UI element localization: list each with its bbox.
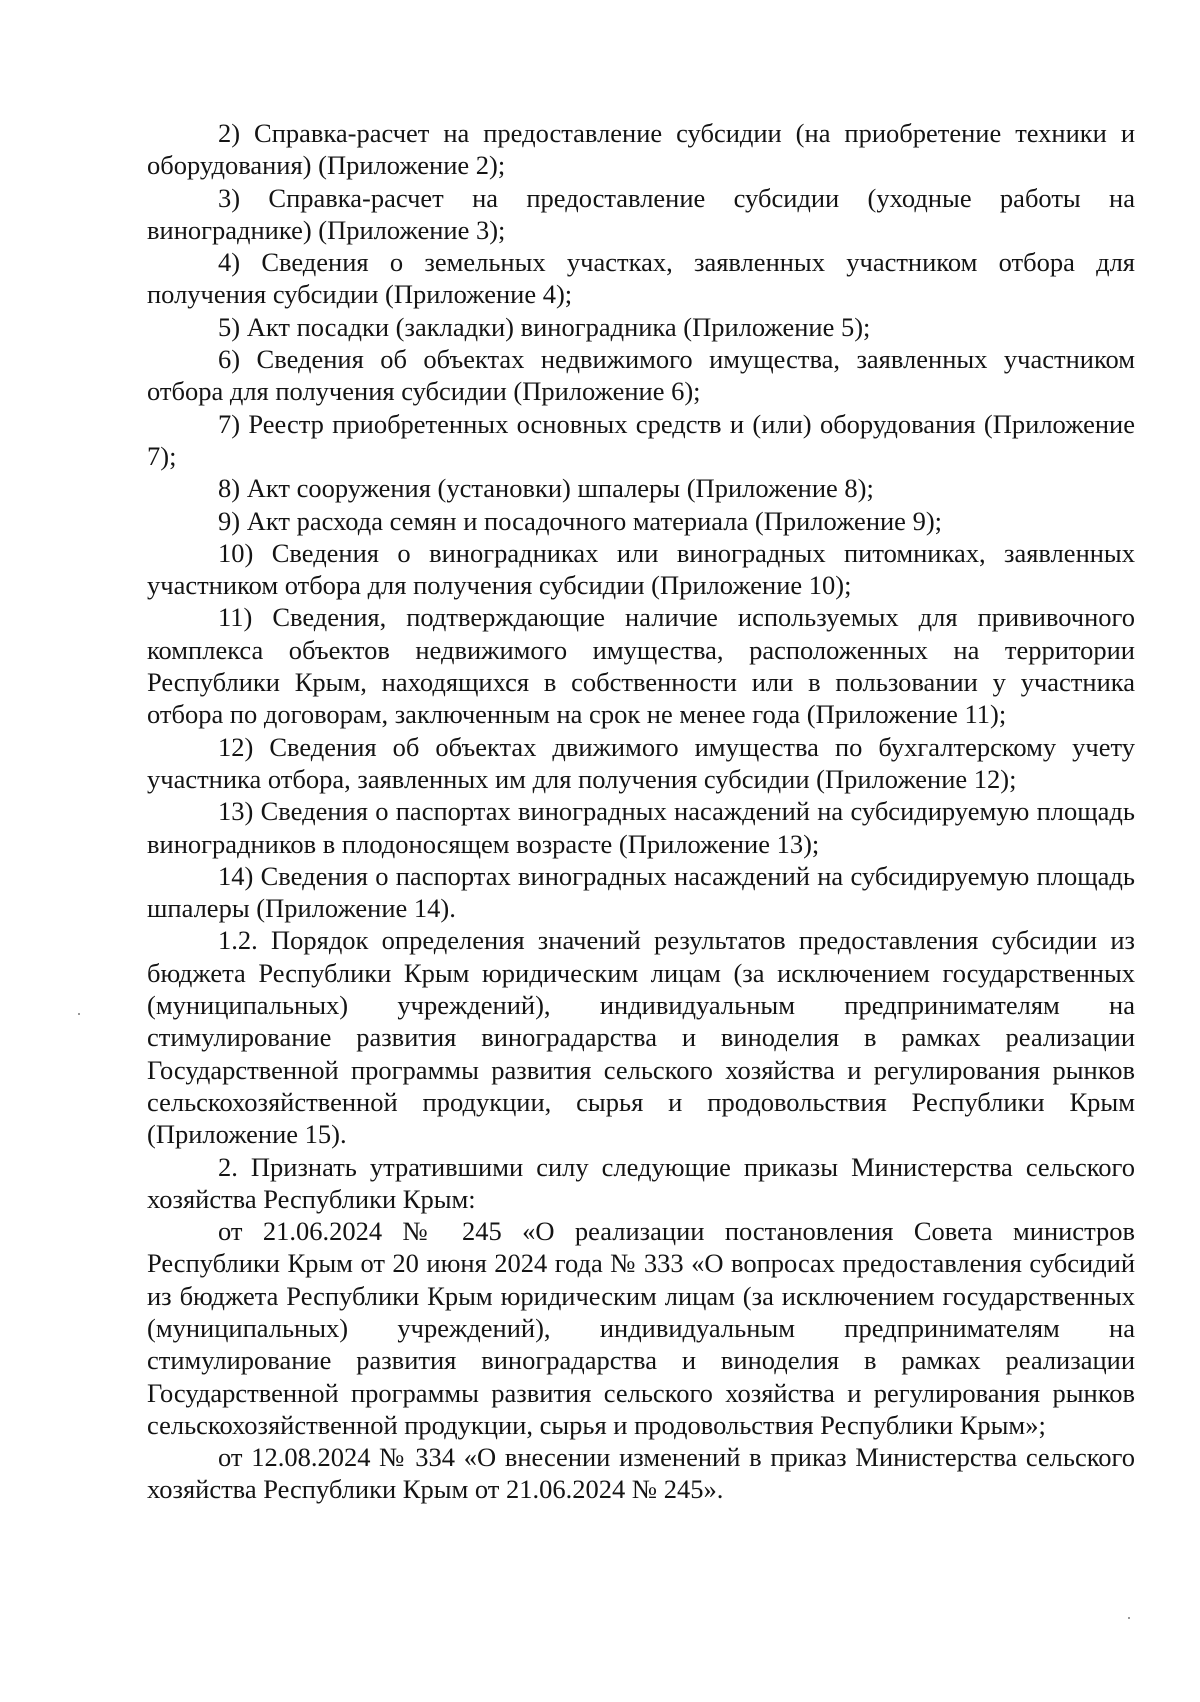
clause-2: 2. Признать утратившими силу следующие приказы Министерства сельского хозяйства Республики Крым: — [147, 1151, 1135, 1214]
list-item-2: 2) Справка-расчет на предоставление субсидии (на приобретение техники и оборудования) (Приложение 2); — [147, 118, 1135, 181]
document-body — [147, 117, 1135, 1506]
list-item-11: 11) Сведения, подтверждающие наличие используемых для прививочного комплекса объектов недвижимого имущества, расположенных на территории Республики Крым, находящихся в собственности или в пользовании у участника отбора по договорам, заключенным на срок не менее года (Приложение 11); — [147, 602, 1135, 730]
scan-speck — [1128, 1617, 1130, 1619]
list-item-4: 4) Сведения о земельных участках, заявленных участником отбора для получения субсидии (Приложение 4); — [147, 247, 1135, 310]
list-item-8: 8) Акт сооружения (установки) шпалеры (Приложение 8); — [218, 473, 874, 504]
list-item-5: 5) Акт посадки (закладки) виноградника (Приложение 5); — [218, 311, 871, 342]
scan-speck — [78, 1013, 80, 1015]
list-item-3: 3) Справка-расчет на предоставление субсидии (уходные работы на винограднике) (Приложение 3); — [147, 182, 1135, 245]
list-item-7: 7) Реестр приобретенных основных средств и (или) оборудования (Приложение 7); — [147, 408, 1135, 471]
list-item-13: 13) Сведения о паспортах виноградных насаждений на субсидируемую площадь виноградников в плодоносящем возрасте (Приложение 13); — [147, 796, 1135, 859]
clause-1-2: 1.2. Порядок определения значений результатов предоставления субсидии из бюджета Республики Крым юридическим лицам (за исключением государственных (муниципальных) учреждений), индивидуальным предпринимателям на стимулирование развития виноградарства и виноделия в рамках реализации Государственной программы развития сельского хозяйства и регулирования рынков сельскохозяйственной продукции, сырья и продовольствия Республики Крым (Приложение 15). — [147, 925, 1135, 1150]
revoked-order-245: от 21.06.2024 № 245 «О реализации постановления Совета министров Республики Крым от 20 июня 2024 года № 333 «О вопросах предоставления субсидий из бюджета Республики Крым юридическим лицам (за исключением государственных (муниципальных) учреждений), индивидуальным предпринимателям на стимулирование развития виноградарства и виноделия в рамках реализации Государственной программы развития сельского хозяйства и регулирования рынков сельскохозяйственной продукции, сырья и продовольствия Республики Крым»; — [147, 1216, 1135, 1440]
list-item-9: 9) Акт расхода семян и посадочного материала (Приложение 9); — [218, 505, 943, 536]
list-item-12: 12) Сведения об объектах движимого имущества по бухгалтерскому учету участника отбора, заявленных им для получения субсидии (Приложение 12); — [147, 731, 1135, 794]
revoked-order-334: от 12.08.2024 № 334 «О внесении изменений в приказ Министерства сельского хозяйства Республики Крым от 21.06.2024 № 245». — [147, 1442, 1135, 1505]
list-item-10: 10) Сведения о виноградниках или виноградных питомниках, заявленных участником отбора для получения субсидии (Приложение 10); — [147, 537, 1135, 601]
list-item-6: 6) Сведения об объектах недвижимого имущества, заявленных участником отбора для получения субсидии (Приложение 6); — [147, 344, 1135, 407]
list-item-14: 14) Сведения о паспортах виноградных насаждений на субсидируемую площадь шпалеры (Приложение 14). — [147, 860, 1135, 924]
